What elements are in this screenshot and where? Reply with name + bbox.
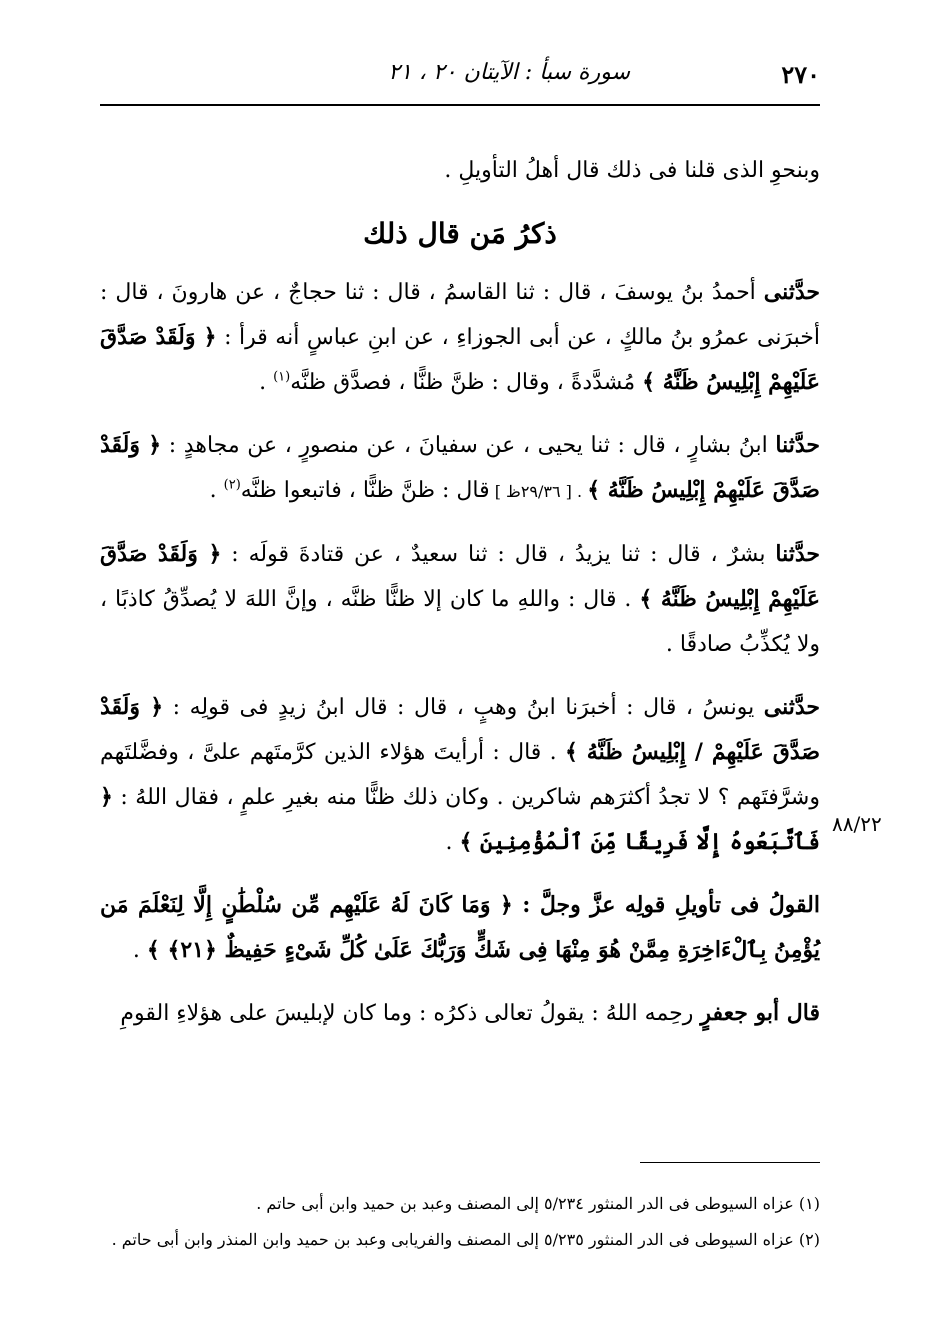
hadith-paragraph-3 [100, 532, 820, 667]
narration-lead: حدَّثنى [763, 279, 820, 305]
commentary-text: رحِمه اللهُ : يقولُ تعالى ذكرُه : وما كان لإبليسَ على هؤلاءِ القومِ [120, 1001, 701, 1026]
page-number: ٢٧٠ [781, 60, 820, 89]
running-title: سورة سبأ : الآيتان ٢٠ ، ٢١ [388, 60, 630, 85]
narration-text: بشرٌ ، قال : ثنا يزيدُ ، قال : ثنا سعيدٌ ، عن قتادةَ قولَه : [221, 542, 776, 567]
hadith-paragraph-1 [100, 270, 820, 405]
footnotes [100, 1186, 820, 1258]
narration-text: . قال : واللهِ ما كان إلا ظنًّا ظنَّه ، وإنَّ اللهَ لا يُصدِّقُ كاذبًا ، ولا يُكذِّبُ صادقًا . [100, 587, 820, 657]
intro-line: وبنحوِ الذى قلنا فى ذلك قال أهلُ التأويلِ . [444, 158, 820, 183]
narration-end: . [445, 830, 460, 855]
narration-text: مُشدَّدةً ، وقال : ظنَّ ظنًّا ، فصدَّق ظنَّه [290, 370, 643, 395]
narration-lead: حدَّثنا [775, 432, 820, 458]
quran-verse: ﴿ وَلَقَدْ صَدَّقَ عَلَيْهِمْ إِبْلِيسُ ظَنَّهُ ﴾ [100, 432, 820, 503]
narration-text: . قال : أرأيتَ هؤلاء الذين كرَّمتَهم علىَّ ، وفضَّلتَهم وشرَّفتَهم ؟ لا تجدُ أكثرَهم شاكرين . وكان ذلك ظنًّا منه بغيرِ علمٍ ، فقال اللهُ : [100, 740, 820, 810]
section-heading: ذكرُ مَن قال ذلك [363, 217, 557, 250]
narration-end: . [132, 938, 147, 963]
quran-verse: ﴿ وَمَا كَانَ لَهُ عَلَيْهِم مِّن سُلْطَٰنٍ إِلَّا لِنَعْلَمَ مَن يُؤْمِنُ بِٱلْءَاخِرَةِ مِمَّنْ هُوَ مِنْهَا فِى شَكٍّ وَرَبُّكَ عَلَىٰ كُلِّ شَىْءٍ حَفِيظٌ ﴿٢١﴾ ﴾ [100, 892, 820, 963]
narration-text: أحمدُ بنُ يوسفَ ، قال : ثنا القاسمُ ، قال : ثنا حجاجٌ ، عن هارونَ ، قال : أخبرَنى عمرُو بنُ مالكٍ ، عن أبى الجوزاءِ ، عن ابنِ عباسٍ أنه قرأ : [100, 280, 820, 350]
narration-lead: حدَّثنى [763, 694, 820, 720]
narration-text: ابنُ بشارٍ ، قال : ثنا يحيى ، عن سفيانَ ، عن منصورٍ ، عن مجاهدٍ : [161, 433, 776, 458]
commentary-lead: قال أبو جعفرٍ [700, 1000, 820, 1026]
hadith-paragraph-4 [100, 685, 820, 865]
quran-verse: ﴿ وَلَقَدْ صَدَّقَ عَلَيْهِمْ إِبْلِيسُ ظَنَّهُ ﴾ [100, 541, 820, 612]
header-rule [100, 104, 820, 106]
manuscript-citation: . [ ٢٩/٣٦ظ ] [489, 482, 588, 501]
hadith-paragraph-2 [100, 423, 820, 514]
narration-end: . [209, 478, 224, 503]
footnote-ref-2: (٢) [223, 477, 241, 493]
tafsir-heading: القولُ فى تأويلِ قولِه عزَّ وجلَّ : [512, 892, 820, 918]
quran-verse: ﴿ فَٱتَّبَعُوهُ إِلَّا فَرِيقًا مِّنَ ٱلْمُؤْمِنِينَ ﴾ [100, 784, 820, 855]
main-text [100, 148, 820, 1054]
page-header [100, 54, 820, 98]
narration-end: . [259, 370, 274, 395]
narration-text: قال : ظنَّ ظنًّا ، فاتبعوا ظنَّه [240, 478, 490, 503]
quran-verse: ﴿ وَلَقَدْ صَدَّقَ عَلَيْهِمْ / إِبْلِيسُ ظَنَّهُ ﴾ [100, 694, 821, 765]
margin-reference: ٨٨/٢٢ [832, 812, 882, 836]
footnote-ref-1: (١) [273, 369, 291, 385]
quran-verse: ﴿ وَلَقَدْ صَدَّقَ عَلَيْهِمْ إِبْلِيسُ ظَنَّهُ ﴾ [100, 324, 820, 395]
footnote-rule [640, 1162, 820, 1163]
narration-lead: حدَّثنا [775, 541, 821, 567]
commentary-paragraph [100, 991, 820, 1036]
tafsir-heading-paragraph [100, 883, 820, 973]
footnote-2: (٢) عزاه السيوطى فى الدر المنثور ٥/٢٣٥ إلى المصنف والفريابى وعبد بن حميد وابن المنذر وابن أبى حاتم . [111, 1230, 820, 1249]
footnote-1: (١) عزاه السيوطى فى الدر المنثور ٥/٢٣٤ إلى المصنف وعبد بن حميد وابن أبى حاتم . [256, 1194, 820, 1213]
narration-text: يونسُ ، قال : أخبرَنا ابنُ وهبٍ ، قال : قال ابنُ زيدٍ فى قولِه : [163, 695, 764, 720]
